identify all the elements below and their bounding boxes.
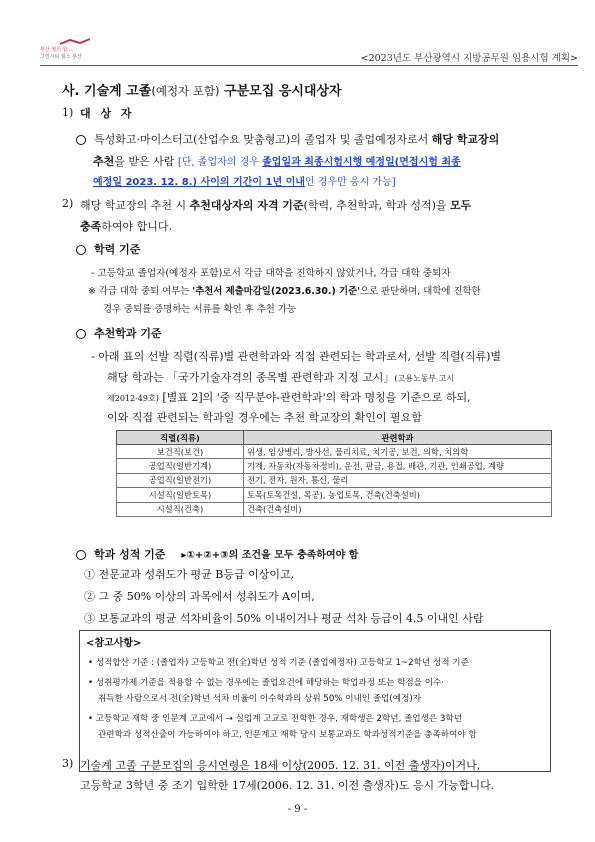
table-header-row <box>117 431 552 445</box>
item1-line2-emph: 추천 <box>93 155 115 168</box>
section-heading-paren: (예정자 포함) <box>151 84 220 98</box>
item2-line2-emph: 충족 <box>80 220 102 233</box>
circle-bullet-icon <box>76 245 86 255</box>
academic-note-line2: 경우 중퇴를 증명하는 서류를 확인 후 추천 가능 <box>103 304 296 315</box>
dept-line3-text: [별표 2]의 '중 직무분야-관련학과'의 학과 명칭을 기준으로 하되, <box>158 391 471 404</box>
notes-title: <참고사항> <box>86 638 142 649</box>
table-cell: 전기, 전자, 원자, 통신, 물리 <box>244 473 552 487</box>
notes-bullet-3b: 관련학과 성적산출이 가능하여야 하고, 인문계고 재학 당시 보통교과도 학과성적기준을 충족하여야 함 <box>98 730 477 740</box>
item2-line2-text: 하여야 합니다. <box>101 220 173 233</box>
item2-line1-emph: 추천대상자의 자격 기준 <box>189 199 304 212</box>
grades-condition-3: ③ 보통교과의 평균 석차비율이 50% 이내이거나 평균 석차 등급이 4.5 이내인 사람 <box>84 612 484 625</box>
academic-heading <box>76 241 140 257</box>
table-row <box>117 502 552 516</box>
item1-line3-blue: 인 경우만 응시 가능] <box>304 177 396 188</box>
academic-note-emph: '추천서 제출마감일(2023.6.30.) 기준' <box>192 286 361 297</box>
circle-bullet-icon <box>76 135 86 145</box>
item1-line2-blue-emph: 졸업일과 최종시험시행 예정일(면접시험 최종 <box>262 157 461 168</box>
circle-bullet-icon <box>76 329 86 339</box>
dept-line4: 이와 직접 관련되는 학과일 경우에는 추천 학교장의 확인이 필요함 <box>107 411 422 424</box>
dept-heading <box>76 325 162 341</box>
item2-line1-text: 해당 학교장의 추천 시 <box>80 199 190 212</box>
item3-label: 3) <box>62 757 74 770</box>
table-header-cell: 관련학과 <box>244 431 552 445</box>
item1-line3-blue-emph: 예정일 2023. 12. 8.) 사이의 기간이 1년 이내 <box>93 177 305 188</box>
item1-line2 <box>93 153 461 169</box>
dept-line2-text: 해당 학과는 「국가기술자격의 종목별 관련학과 지정 고시」 <box>107 371 395 384</box>
table-row <box>117 473 552 487</box>
table-cell: 공업직(일반기계) <box>117 459 244 473</box>
dept-line3-small: 제2012-49호) <box>107 394 159 403</box>
table-cell: 기계, 자동차(자동차정비), 운전, 판금, 용접, 배관, 기관, 인쇄공업, 계량 <box>244 459 552 473</box>
table-cell: 보건직(보건) <box>117 445 244 459</box>
header-divider <box>40 65 578 66</box>
table-cell: 토목(토목건설, 목공), 농업토목, 건축(건축설비) <box>244 488 552 502</box>
item1-line2-blue: [단, 졸업자의 경우 <box>177 157 263 168</box>
academic-note-text2: 으로 판단하며, 대학에 진학한 <box>360 286 481 297</box>
item2-line1-text2: (학력, 추천학과, 학과 성적)을 <box>303 199 450 212</box>
table-row <box>117 488 552 502</box>
grades-title: 학과 성적 기준 <box>94 548 166 561</box>
logo-mark-icon <box>58 38 116 46</box>
item1-line1-text: 특성화고·마이스터고(산업수요 맞춤형고)의 졸업자 및 졸업예정자로서 <box>94 133 432 146</box>
grades-condition-2: ② 그 중 50% 이상의 과목에서 성취도가 A이며, <box>84 590 315 603</box>
table-cell: 위생, 임상병리, 방사선, 물리치료, 치기공, 보건, 의학, 치의학 <box>244 445 552 459</box>
item2-label: 2) <box>62 197 74 210</box>
logo-text-1: 부산 영의 힘 ... <box>40 47 74 53</box>
circle-bullet-icon <box>76 550 86 560</box>
section-heading <box>62 80 342 99</box>
grades-heading <box>76 546 358 562</box>
page-number: - 9 - <box>287 804 308 815</box>
academic-title: 학력 기준 <box>94 243 141 256</box>
academic-note-text: ※ 각급 대학 중퇴 여부는 <box>88 286 193 297</box>
item1-label: 1) <box>62 106 74 119</box>
item1-line1-emph: 해당 학교장의 <box>431 133 500 146</box>
table-cell: 시설직(일반토목) <box>117 488 244 502</box>
academic-note-line1 <box>88 283 481 297</box>
notes-bullet-3a: • 고등학교 재학 중 인문계 고교에서 → 실업계 고교로 전학한 경우, 재학생은 2학년, 졸업생은 3학년 <box>88 714 463 724</box>
section-heading-main: 사. 기술계 고졸 <box>62 84 152 99</box>
table-cell: 시설직(건축) <box>117 502 244 516</box>
city-logo <box>40 40 98 62</box>
notes-bullet-2b: 취득한 사람으로서 전(全)학년 석차 비율이 이수학과의 상위 50% 이내인 졸업(예정)자 <box>98 694 422 704</box>
item2-line1 <box>80 197 471 213</box>
item1-line1 <box>76 131 499 147</box>
header-title: <2023년도 부산광역시 지방공무원 임용시험 계획> <box>360 53 578 64</box>
dept-title: 추천학과 기준 <box>94 327 162 340</box>
table-row <box>117 459 552 473</box>
dept-line3 <box>107 389 471 405</box>
logo-text-2: 그린시티 힐스 부산 <box>40 54 82 60</box>
section-heading-tail: 구분모집 응시대상자 <box>219 84 342 99</box>
dept-line2 <box>107 369 454 385</box>
table-row <box>117 445 552 459</box>
major-table <box>116 430 552 517</box>
item1-line2-text: 을 받은 사람 <box>114 155 178 168</box>
item2-line1-emph2: 모두 <box>450 199 472 212</box>
dept-line1: - 아래 표의 선발 직렬(직류)별 관련학과와 직접 관련되는 학과로서, 선발 직렬(직류)별 <box>91 350 502 363</box>
academic-dash-line: - 고등학교 졸업자(예정자 포함)로서 각급 대학을 진학하지 않았거나, 각급 대학 중퇴자 <box>91 268 451 279</box>
item3-line1: 기술계 고졸 구분모집의 응시연령은 18세 이상(2005. 12. 31. 이전 출생자)이거나, <box>80 759 481 772</box>
item3-line2: 고등학교 3학년 중 조기 입학한 17세(2006. 12. 31. 이전 출생자)도 응시 가능합니다. <box>80 779 495 792</box>
item2-line2 <box>80 218 172 234</box>
item1-line3 <box>93 173 396 188</box>
notes-bullet-2a: • 성취평가제 기준을 적용할 수 없는 경우에는 졸업요건에 해당하는 학업과정 또는 학점을 이수· <box>88 678 445 688</box>
grades-condition: ▸①+②+③의 조건을 모두 충족하여야 함 <box>181 550 359 561</box>
grades-condition-1: ① 전문교과 성취도가 평균 B등급 이상이고, <box>84 568 295 581</box>
table-cell: 공업직(일반전기) <box>117 473 244 487</box>
dept-line2-small: (고용노동부 고시 <box>394 374 455 383</box>
item1-title: 대 상 자 <box>80 107 135 120</box>
notes-bullet-1: • 성적합산 기준 : (졸업자) 고등학교 전(全)학년 성적 기준 (졸업예정자) 고등학교 1~2학년 성적 기준 <box>88 658 469 668</box>
table-cell: 건축(건축설비) <box>244 502 552 516</box>
table-header-cell: 직렬(직류) <box>117 431 244 445</box>
